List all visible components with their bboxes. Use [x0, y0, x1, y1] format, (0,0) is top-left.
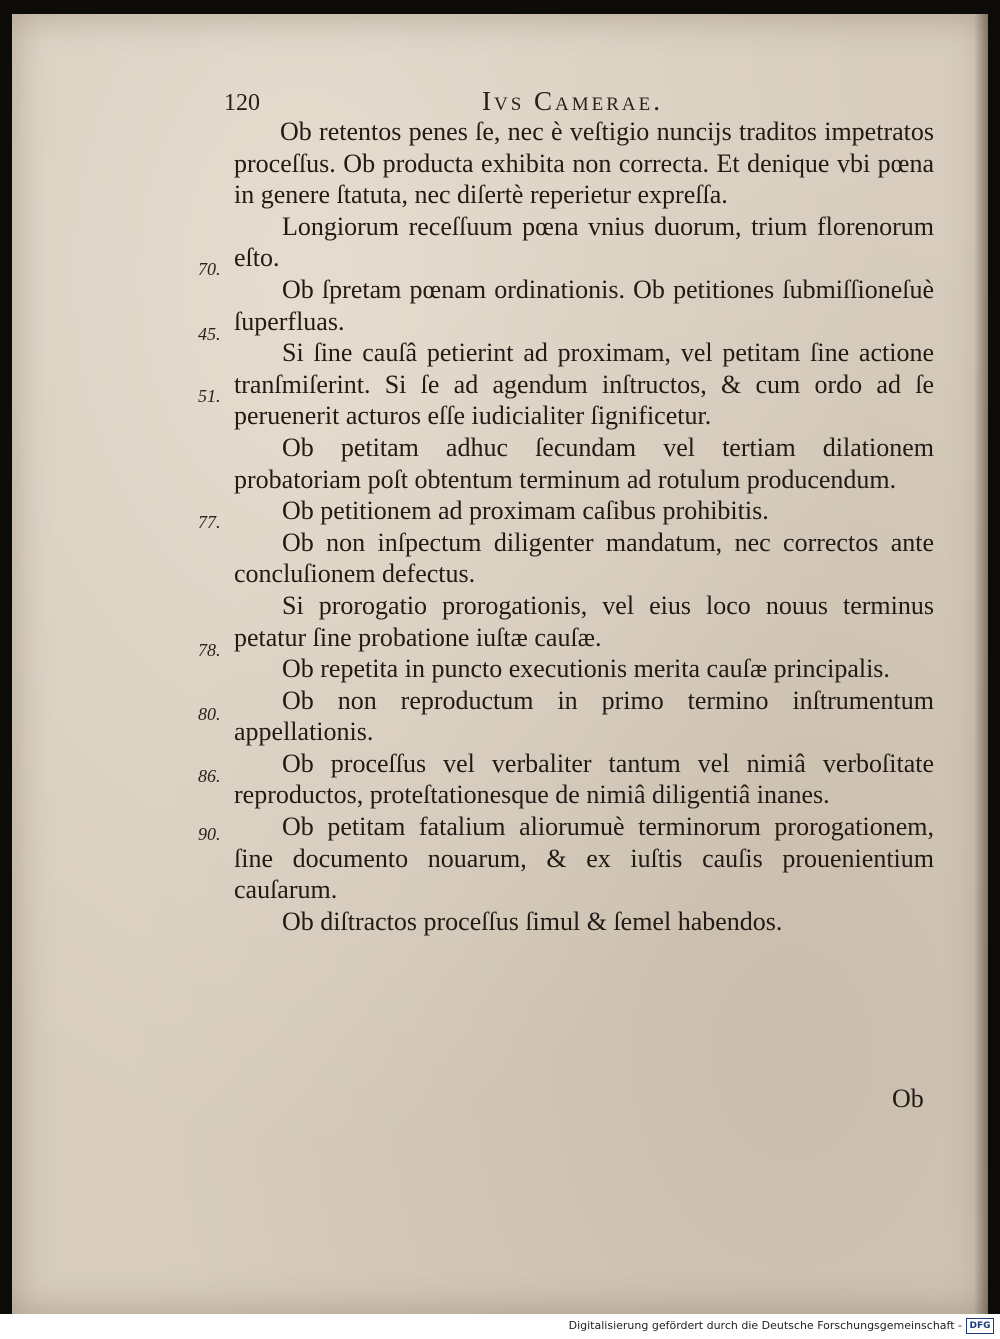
marginal-note: 86. — [198, 766, 221, 786]
marginal-note: 78. — [198, 640, 221, 660]
paragraph: Ob ſpretam pœnam ordinationis. Ob petitiones ſubmiſſioneſuè ſuperfluas. — [234, 274, 934, 336]
paragraph: Ob petitionem ad proximam caſibus prohibitis. — [282, 496, 769, 526]
paragraph: Ob repetita in puncto executionis merita cauſæ principalis. — [282, 654, 890, 684]
paragraph: Si prorogatio prorogationis, vel eius loco nouus terminus petatur ſine probatione iuſtæ cauſæ. — [234, 590, 934, 652]
paragraph: Ob non inſpectum diligenter mandatum, nec correctos ante concluſionem defectus. — [234, 527, 934, 589]
paragraph: Ob retentos penes ſe, nec è veſtigio nuncijs traditos impetratos proceſſus. Ob producta exhibita non correcta. Et denique vbi pœna in genere ſtatuta, nec diſertè reperietur expreſſa. — [234, 117, 934, 210]
marginal-note: 90. — [198, 824, 221, 844]
marginal-note: 77. — [198, 512, 221, 532]
page-number: 120 — [224, 90, 260, 116]
marginal-note: 80. — [198, 704, 221, 724]
paragraph: Ob petitam adhuc ſecundam vel tertiam dilationem probatoriam poſt obtentum terminum ad rotulum producendum. — [234, 432, 934, 494]
dfg-logo-icon: DFG — [966, 1318, 994, 1334]
marginal-note: 51. — [198, 386, 221, 406]
paragraph: Ob diſtractos proceſſus ſimul & ſemel habendos. — [282, 906, 783, 936]
marginal-note: 45. — [198, 324, 221, 344]
page-header — [12, 76, 988, 116]
marginal-note: 70. — [198, 259, 221, 279]
catchword: Ob — [892, 1084, 924, 1113]
paragraph: Longiorum receſſuum pœna vnius duorum, trium florenorum eſto. — [234, 211, 934, 273]
body-text — [234, 116, 934, 937]
paragraph: Ob petitam fatalium aliorumuè terminorum prorogationem, ſine documento nouarum, & ex iuſtis cauſis prouenientium cauſarum. — [234, 812, 934, 905]
paragraph: Si ſine cauſâ petierint ad proximam, vel petitam ſine actione tranſmiſerint. Si ſe ad agendum inſtructos, & cum ordo ad ſe peruenerit acturos eſſe iudicialiter ſignificetur. — [234, 338, 934, 431]
paragraph: Ob non reproductum in primo termino inſtrumentum appellationis. — [234, 685, 934, 747]
paragraph: Ob proceſſus vel verbaliter tantum vel nimiâ verboſitate reproductos, proteſtationesque de nimiâ diligentiâ inanes. — [234, 748, 934, 810]
digitization-footer — [0, 1314, 1000, 1339]
funding-credit: Digitalisierung gefördert durch die Deutsche Forschungsgemeinschaft - — [568, 1319, 962, 1332]
document-page — [12, 14, 988, 1314]
running-head: Ivs Camerae. — [482, 86, 664, 116]
